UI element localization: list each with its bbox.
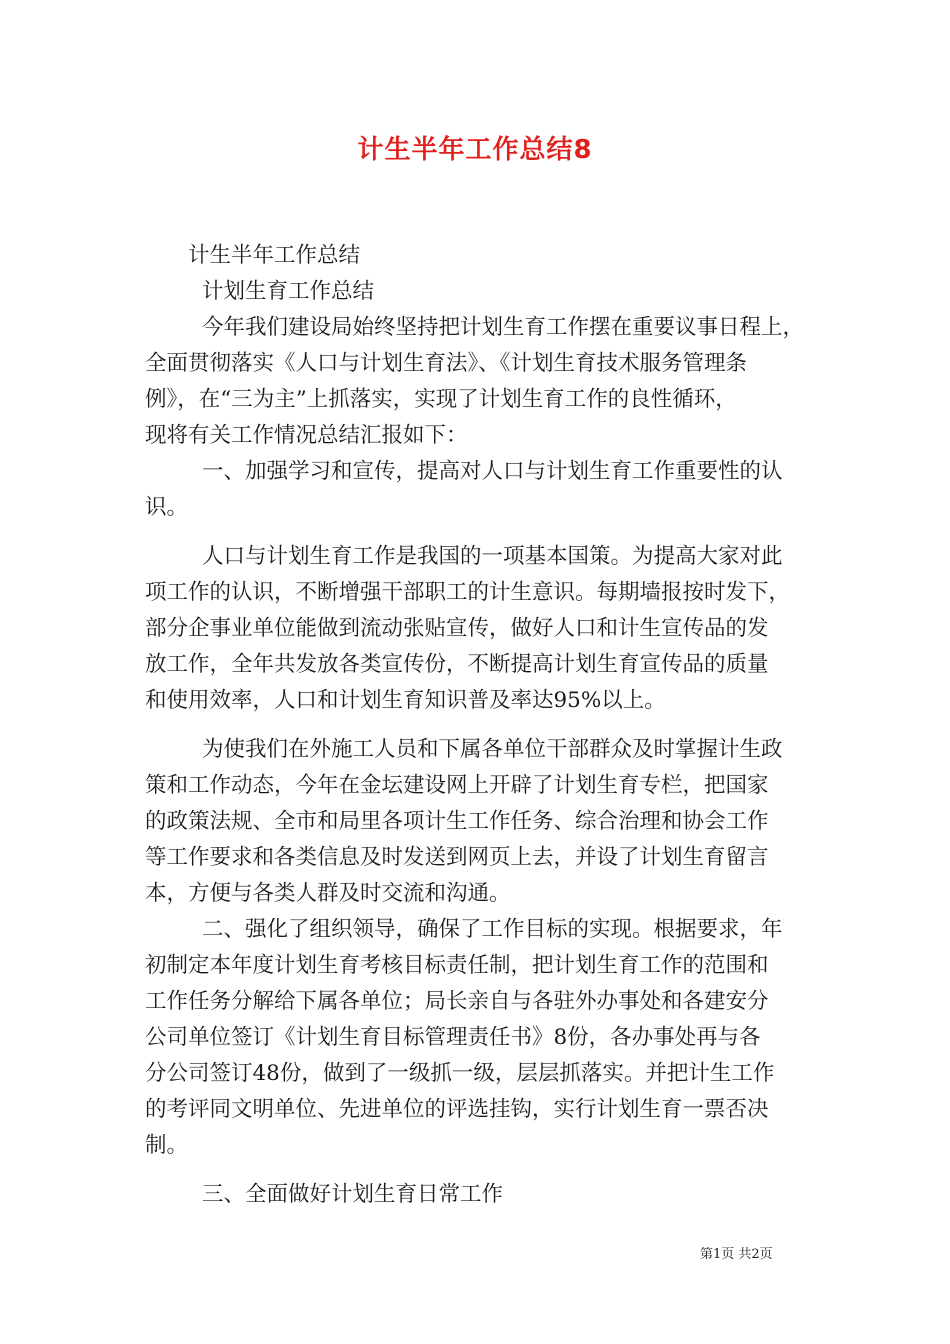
paragraph-line: 部分企事业单位能做到流动张贴宣传，做好人口和计生宣传品的发	[145, 616, 769, 641]
paragraph-line: 人口与计划生育工作是我国的一项基本国策。为提高大家对此	[202, 544, 783, 569]
paragraph-line: 分公司签订48份，做到了一级抓一级，层层抓落实。并把计生工作	[145, 1061, 775, 1086]
paragraph-line: 本，方便与各类人群及时交流和沟通。	[145, 881, 511, 906]
section-heading-line: 一、加强学习和宣传，提高对人口与计划生育工作重要性的认	[202, 459, 783, 484]
paragraph-line: 二、强化了组织领导，确保了工作目标的实现。根据要求，年	[202, 917, 783, 942]
paragraph-line: 现将有关工作情况总结汇报如下：	[145, 423, 468, 448]
paragraph-line: 和使用效率，人口和计划生育知识普及率达95%以上。	[145, 688, 666, 713]
paragraph-line: 的政策法规、全市和局里各项计生工作任务、综合治理和协会工作	[145, 809, 769, 834]
page-number: 第1页 共2页	[700, 1247, 773, 1262]
paragraph-line: 项工作的认识，不断增强干部职工的计生意识。每期墙报按时发下，	[145, 580, 791, 605]
paragraph-line: 为使我们在外施工人员和下属各单位干部群众及时掌握计生政	[202, 737, 783, 762]
paragraph-line: 工作任务分解给下属各单位；局长亲自与各驻外办事处和各建安分	[145, 989, 769, 1014]
document-title: 计生半年工作总结8	[357, 135, 593, 165]
section-heading-line: 三、全面做好计划生育日常工作	[202, 1182, 504, 1207]
paragraph-line: 公司单位签订《计划生育目标管理责任书》8份，各办事处再与各	[145, 1025, 761, 1050]
subtitle-line: 计划生育工作总结	[202, 279, 375, 304]
paragraph-line: 例》，在“三为主”上抓落实，实现了计划生育工作的良性循环，	[145, 387, 737, 412]
paragraph-line: 初制定本年度计划生育考核目标责任制，把计划生育工作的范围和	[145, 953, 769, 978]
paragraph-line: 策和工作动态，今年在金坛建设网上开辟了计划生育专栏，把国家	[145, 773, 769, 798]
paragraph-line: 放工作，全年共发放各类宣传份，不断提高计划生育宣传品的质量	[145, 652, 769, 677]
subtitle-line: 计生半年工作总结	[188, 243, 361, 268]
paragraph-line: 制。	[145, 1133, 189, 1158]
section-heading-line: 识。	[145, 495, 189, 520]
paragraph-line: 等工作要求和各类信息及时发送到网页上去，并设了计划生育留言	[145, 845, 769, 870]
paragraph-line: 的考评同文明单位、先进单位的评选挂钩，实行计划生育一票否决	[145, 1097, 769, 1122]
document-body	[145, 238, 810, 1213]
paragraph-line: 全面贯彻落实《人口与计划生育法》、《计划生育技术服务管理条	[145, 351, 748, 376]
paragraph-line: 今年我们建设局始终坚持把计划生育工作摆在重要议事日程上，	[202, 315, 805, 340]
